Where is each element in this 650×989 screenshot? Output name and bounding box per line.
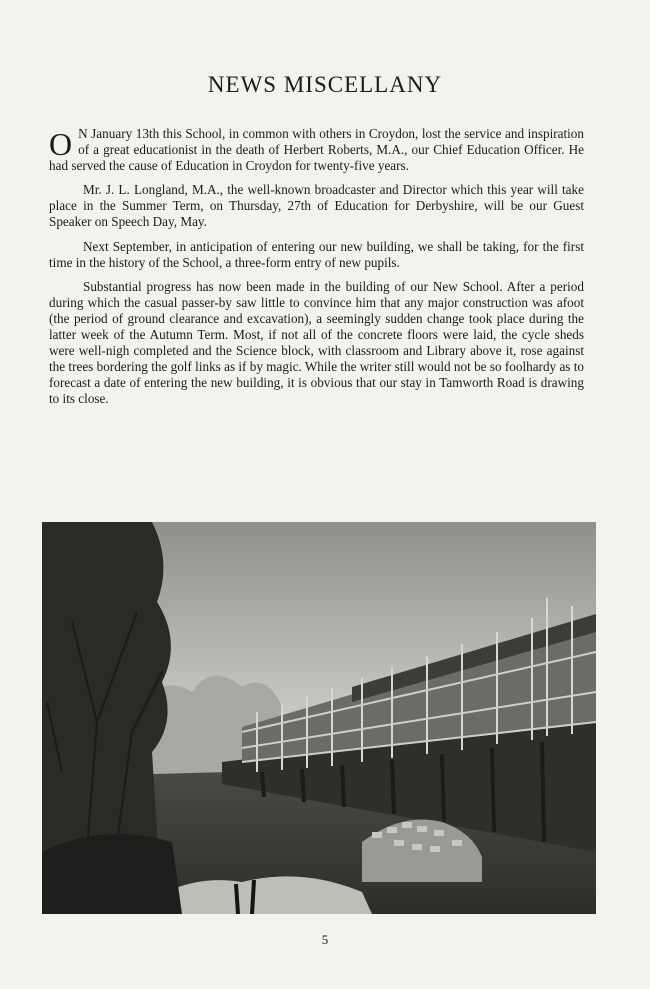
page-title: NEWS MISCELLANY (207, 72, 443, 97)
paragraph-1-text: N January 13th this School, in common with others in Croydon, lost the service and inspiration of a great educationist in the death of Herbert Roberts, M.A., our Chief Education Officer. He had served the cause of Education in Croydon for twenty-five years. (49, 126, 584, 174)
article-body (49, 126, 584, 416)
drop-cap: O (49, 126, 73, 162)
paragraph-2: Mr. J. L. Longland, M.A., the well-known broadcaster and Director which this year will take place in the Summer Term, on Thursday, 27th of Education for Derbyshire, will be our Guest Speaker on Speech Day, May. (49, 182, 584, 230)
construction-photo (42, 522, 596, 914)
paragraph-4: Substantial progress has now been made in the building of our New School. After a period during which the casual passer-by saw little to convince him that any major construction was afoot (the period of ground clearance and excavation), a seemingly sudden change took place during the latter week of the Autumn Term. Most, if not all of the concrete floors were laid, the cycle sheds were well-nigh completed and the Science block, with classroom and Library above it, rose against the trees bordering the golf links as if by magic. While the writer still would not be so foolhardy as to forecast a date of entering the new building, it is obvious that our stay in Tamworth Road is drawing to its close. (49, 278, 584, 407)
paragraph-1 (49, 126, 584, 174)
paragraph-3: Next September, in anticipation of entering our new building, we shall be taking, for the first time in the history of the School, a three-form entry of new pupils. (49, 238, 584, 270)
construction-photo-image (42, 522, 596, 914)
page-number: 5 (321, 932, 329, 947)
